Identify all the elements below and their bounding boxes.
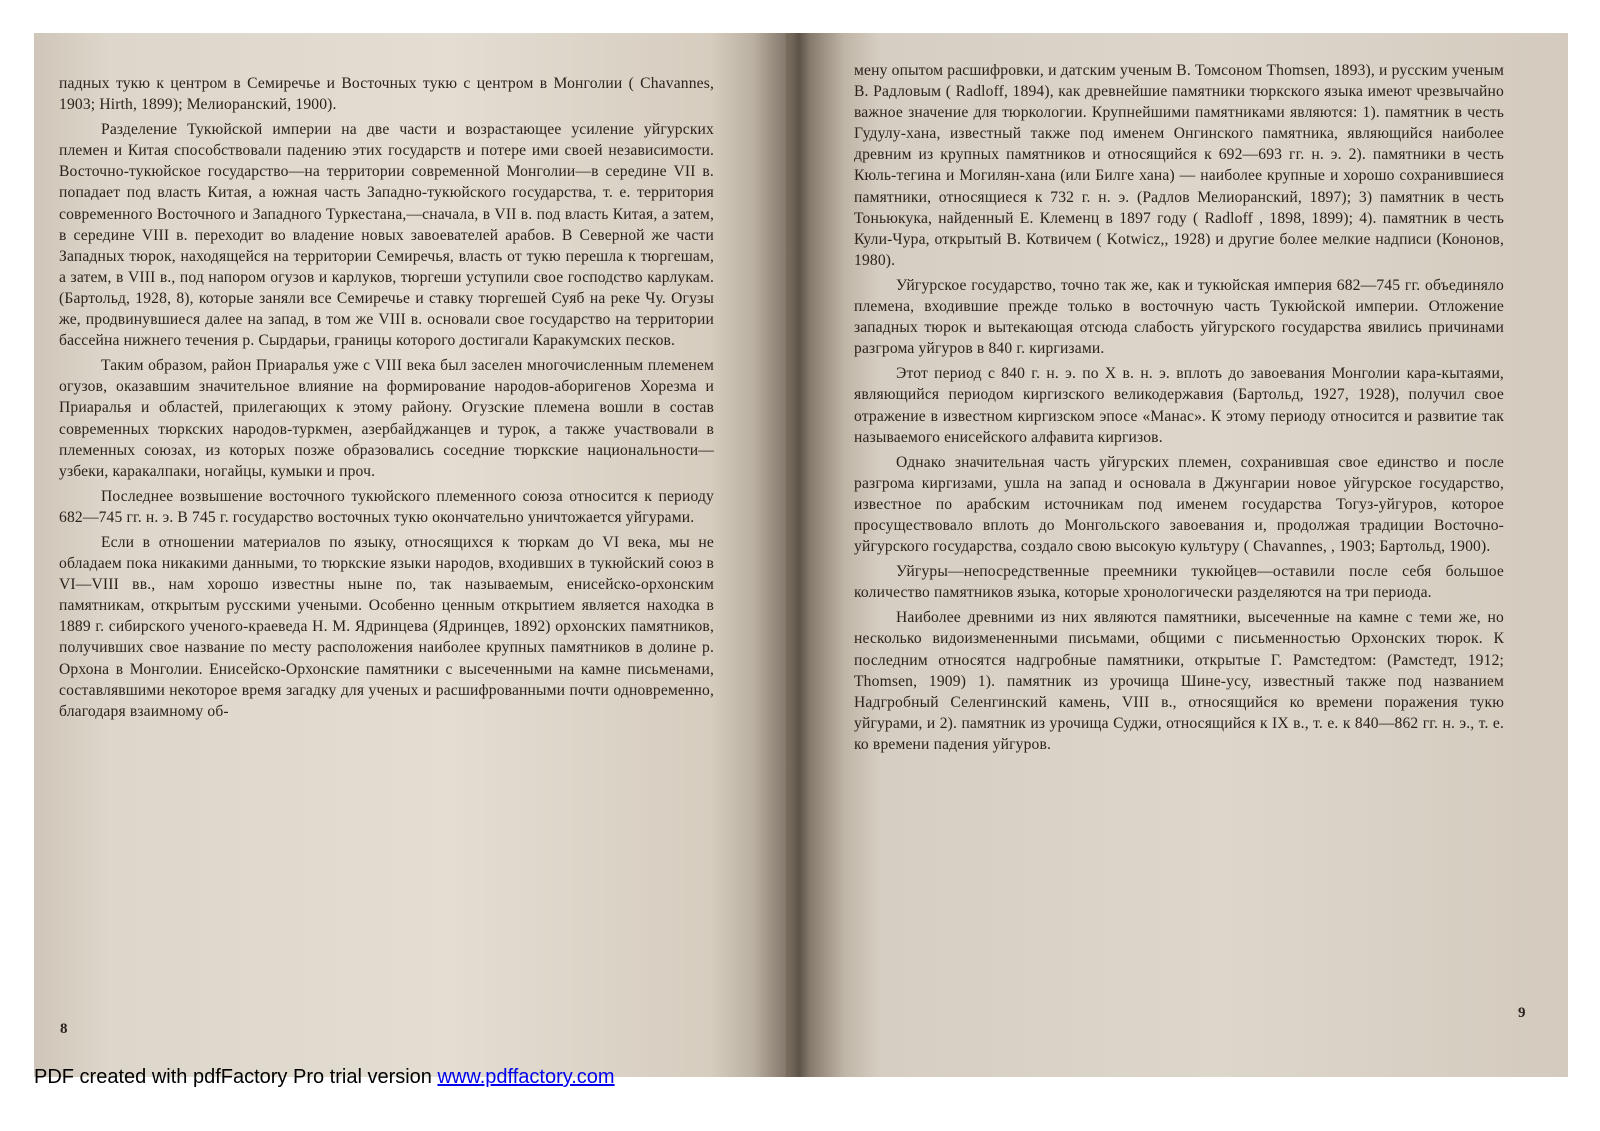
book-scan [34, 33, 1568, 1077]
left-paragraph-3: Таким образом, район Приаралья уже с VIII века был заселен многочисленным племенем огузов, оказавшим значительное влияние на формирование народов-аборигенов Хорезма и Приаралья и областей, прилегающих к этому району. Огузские племена вошли в состав современных тюркских народов-туркмен, азербайджанцев и турок, а также участвовали в племенных союзах, из которых позже образовались соседние тюркские национальности—узбеки, каракалпаки, ногайцы, кумыки и проч. [59, 357, 714, 480]
pdffactory-link[interactable]: www.pdffactory.com [437, 1066, 615, 1088]
book-gutter [754, 33, 844, 1077]
right-paragraph-4: Однако значительная часть уйгурских племен, сохранившая свое единство и после разгрома киргизами, ушла на запад и основала в Джунгарии новое уйгурское государство, известное по арабским источникам под именем государства Тогуз-уйгуров, которое просуществовало вплоть до Монгольского завоевания и, продолжая традиции Восточно-уйгурского государства, создало свою высокую культуру ( Chavannes, , 1903; Бартольд, 1900). [854, 453, 1504, 556]
right-paragraph-3: Этот период с 840 г. н. э. по X в. н. э. вплоть до завоевания Монголии кара-кытаями, являющийся периодом киргизского великодержавия (Бартольд, 1927, 1928), получил свое отражение в известном киргизском эпосе «Манас». К этому периоду относится и развитие так называемого енисейского алфавита киргизов. [854, 365, 1504, 446]
right-paragraph-1: мену опытом расшифровки, и датским ученым В. Томсоном Thomsen, 1893), и русским ученым В. Радловым ( Radloff, 1894), как древнейшие памятники тюркского языка имеют чрезвычайно важное значение для тюркологии. Крупнейшими памятниками являются: 1). памятник в честь Гудулу-хана, известный также под именем Онгинского памятника, являющийся наиболее древним из крупных памятников и относящийся к 692—693 гг. н. э. 2). памятники в честь Кюль-тегина и Могилян-хана (или Билге хана) — наиболее крупные и хорошо сохранившиеся памятники, относящиеся к 732 г. н. э. (Радлов Мелиоранский, 1897); 3) памятник в честь Тоньюкука, найденный Е. Клеменц в 1897 году ( Radloff , 1898, 1899); 4). памятник в честь Кули-Чура, открытый В. Котвичем ( Kotwicz,, 1928) и другие более мелкие надписи (Кононов, 1980). [854, 62, 1504, 269]
right-page-text [854, 60, 1504, 755]
left-paragraph-5: Если в отношении материалов по языку, относящихся к тюркам до VI века, мы не обладаем пока никакими данными, то тюркские языки народов, входивших в тукюйский союз в VI—VIII вв., нам хорошо известны ныне по, так называемым, енисейско-орхонским памятникам, открытым русскими учеными. Особенно ценным открытием является находка в 1889 г. сибирского ученого-краеведа Н. М. Ядринцева (Ядринцев, 1892) орхонских памятников, получивших свое название по месту расположения наиболее крупных памятников в долине р. Орхона в Монголии. Енисейско-Орхонские памятники с высеченными на камне письменами, составлявшими некоторое время загадку для ученых и расшифрованными почти одновременно, благодаря взаимному об- [59, 533, 714, 720]
left-paragraph-2: Разделение Тукюйской империи на две части и возрастающее усиление уйгурских племен и Китая способствовали падению этих государств и потере ими своей независимости. Восточно-тукюйское государство—на территории современной Монголии—в середине VII в. попадает под власть Китая, а южная часть Западно-тукюйского государства, т. е. территория современного Восточного и Западного Туркестана,—сначала, в VII в. под власть Китая, а затем, в середине VIII в. переходит во владение новых завоевателей арабов. В Северной же части Западных тюрок, находящейся на территории Семиречья, власть от тукю перешла к тюргешам, а затем, в VIII в., под напором огузов и карлуков, тюргеши уступили свое господство карлукам. (Бартольд, 1928, 8), которые заняли все Семиречье и ставку тюргешей Суяб на реке Чу. Огузы же, продвинувшиеся далее на запад, в том же VIII в. основали свое государство на территории бассейна нижнего течения р. Сырдарьи, границы которого достигали Каракумских песков. [59, 121, 714, 350]
footer-text: PDF created with pdfFactory Pro trial version [34, 1066, 438, 1088]
right-paragraph-6: Наиболее древними из них являются памятники, высеченные на камне с теми же, но несколько видоизмененными письмами, общими с письменностью Орхонских тюрок. К последним относятся надгробные памятники, открытые Г. Рамстедтом: (Рамстедт, 1912; Thomsen, 1909) 1). памятник из урочища Шине-усу, известный также под названием Надгробный Селенгинский камень, VIII в., относящийся ко времени поражения тукю уйгурами, и 2). памятник из урочища Суджи, относящийся к IX в., т. е. к 840—862 гг. н. э., т. е. ко времени падения уйгуров. [854, 609, 1504, 753]
pdf-footer [34, 1066, 615, 1089]
right-paragraph-5: Уйгуры—непосредственные преемники тукюйцев—оставили после себя большое количество памятников языка, которые хронологически разделяются на три периода. [854, 563, 1504, 602]
right-paragraph-2: Уйгурское государство, точно так же, как и тукюйская империя 682—745 гг. объединяло племена, входившие прежде только в восточную часть Тукюйской империи. Отложение западных тюрок и вытекающая отсюда слабость уйгурского государства явились причинами разгрома уйгуров в 840 г. киргизами. [854, 276, 1504, 358]
right-page-number: 9 [1518, 1005, 1526, 1021]
left-page-text [59, 73, 714, 722]
left-paragraph-1: падных тукю к центром в Семиречье и Восточных тукю с центром в Монголии ( Chavannes, 1903; Hirth, 1899); Мелиоранский, 1900). [59, 75, 714, 114]
left-paragraph-4: Последнее возвышение восточного тукюйского племенного союза относится к периоду 682—745 гг. н. э. В 745 г. государство восточных тукю окончательно уничтожается уйгурами. [59, 487, 714, 526]
left-page-number: 8 [60, 1021, 68, 1037]
